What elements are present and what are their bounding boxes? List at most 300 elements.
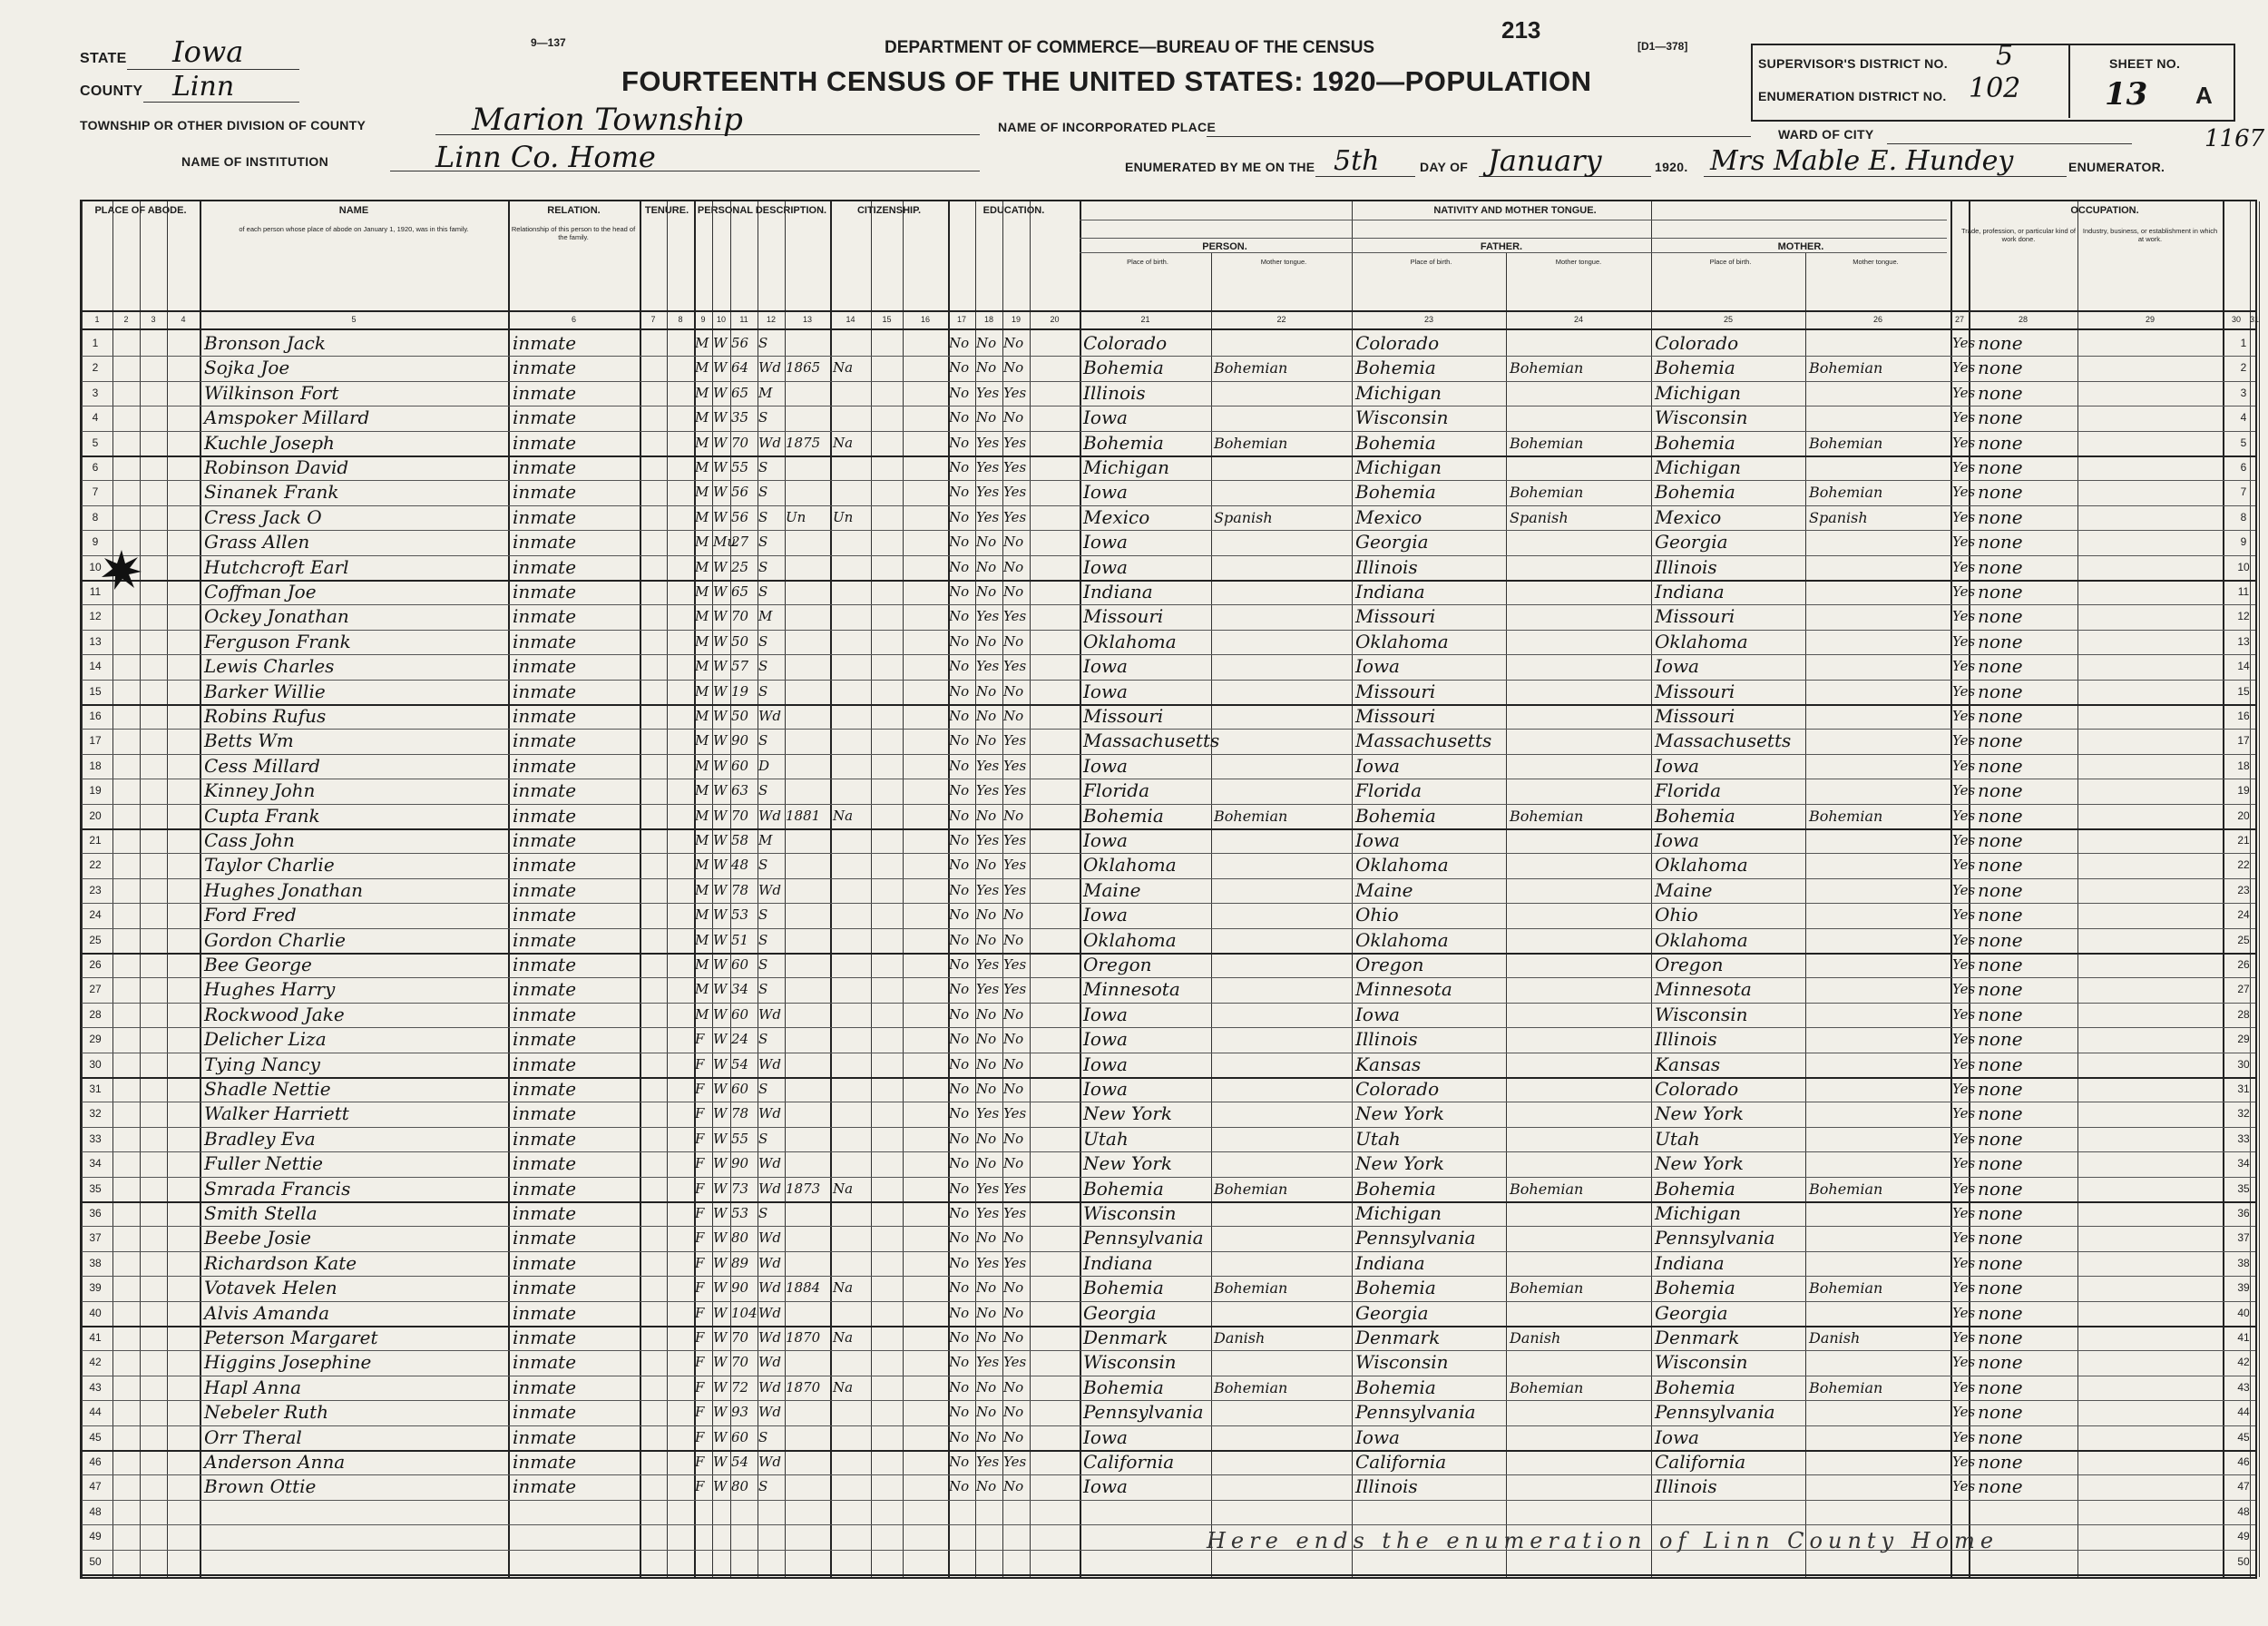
cell-occ: none [1978, 1053, 2023, 1075]
cell-ms: S [758, 459, 768, 475]
cell-mbirth: Minnesota [1655, 978, 1752, 1001]
cell-rel: inmate [513, 1227, 577, 1249]
cell-name: Robins Rufus [204, 705, 327, 727]
cell-birth: Florida [1083, 779, 1149, 802]
cell-fbirth: Iowa [1355, 754, 1400, 777]
cell-occ: none [1978, 456, 2023, 478]
ed-label: ENUMERATION DISTRICT NO. [1758, 89, 1947, 103]
cell-eng: Yes [1952, 558, 1976, 575]
cell-sex: M [695, 857, 709, 874]
column-number: 2 [123, 315, 129, 324]
cell-read: Yes [976, 1454, 1000, 1470]
cell-fbirth: Missouri [1355, 605, 1436, 628]
cell-race: W [713, 1155, 728, 1172]
cell-sch: No [949, 1105, 970, 1122]
column-number: 11 [739, 315, 748, 324]
cell-sex: M [695, 807, 709, 824]
cell-birth: Illinois [1083, 381, 1146, 404]
cell-rel: inmate [513, 754, 577, 777]
column-number: 8 [678, 315, 683, 324]
cell-fbirth: Wisconsin [1355, 1351, 1449, 1374]
state-label: STATE [80, 51, 127, 66]
cell-birth: Maine [1083, 878, 1141, 901]
cell-name: Bronson Jack [204, 332, 326, 354]
cell-read: No [976, 931, 997, 948]
column-number: 31 [2250, 315, 2260, 324]
row-number-left: 26 [89, 958, 102, 971]
cell-write: No [1003, 1428, 1024, 1445]
cell-ms: S [758, 632, 768, 650]
cell-fbirth: Kansas [1355, 1053, 1422, 1075]
cell-read: Yes [976, 508, 1000, 525]
cell-sex: M [695, 981, 709, 998]
group-education: EDUCATION. [982, 205, 1045, 216]
cell-ms: Wd [758, 1105, 782, 1122]
row-number-right: 43 [2237, 1380, 2250, 1394]
cell-race: W [713, 1005, 728, 1023]
row-number-left: 19 [89, 784, 102, 798]
cell-sch: No [949, 484, 970, 501]
cell-rel: inmate [513, 456, 577, 478]
cell-ms: Wd [758, 1229, 782, 1247]
cell-eng: Yes [1952, 1155, 1976, 1172]
cell-ms: S [758, 558, 768, 575]
cell-name: Orr Theral [204, 1425, 302, 1448]
cell-age: 55 [731, 1130, 749, 1147]
cell-age: 51 [731, 931, 749, 948]
cell-birth: Bohemia [1083, 357, 1164, 379]
cell-nat: Na [833, 1180, 854, 1197]
cell-age: 78 [731, 881, 749, 898]
cell-ms: M [758, 832, 773, 848]
cell-read: Yes [976, 956, 1000, 973]
cell-ms: M [758, 608, 773, 625]
cell-rel: inmate [513, 1277, 577, 1299]
row-number-right: 44 [2237, 1406, 2250, 1419]
cell-age: 65 [731, 583, 749, 600]
cell-name: Tying Nancy [204, 1053, 320, 1075]
cell-fbirth: New York [1355, 1152, 1444, 1175]
cell-mtongue: Bohemian [1809, 1180, 1883, 1198]
cell-age: 54 [731, 1454, 749, 1470]
cell-birth: Oklahoma [1083, 854, 1177, 877]
cell-rel: inmate [513, 531, 577, 553]
cell-ms: S [758, 1205, 768, 1221]
cell-sex: M [695, 732, 709, 749]
cell-mtongue: Danish [1809, 1329, 1861, 1347]
cell-write: No [1003, 1229, 1024, 1247]
cell-sch: No [949, 1428, 970, 1445]
cell-occ: none [1978, 954, 2023, 975]
cell-read: No [976, 807, 997, 824]
cell-fbirth: California [1355, 1451, 1447, 1473]
name-column-description: of each person whose place of abode on January 1, 1920, was in this family. [239, 225, 469, 233]
column-number: 29 [2145, 315, 2155, 324]
cell-nat: Na [833, 1378, 854, 1396]
cell-occ: none [1978, 1327, 2023, 1348]
cell-occ: none [1978, 630, 2023, 652]
cell-birth: Indiana [1083, 1251, 1153, 1274]
group-occupation: OCCUPATION. [2070, 205, 2139, 216]
cell-birth: Mexico [1083, 505, 1150, 528]
cell-rel: inmate [513, 1251, 577, 1274]
cell-occ: none [1978, 829, 2023, 851]
cell-birth: Iowa [1083, 1053, 1128, 1075]
cell-mbirth: Georgia [1655, 531, 1728, 553]
cell-birth: Iowa [1083, 1425, 1128, 1448]
cell-write: Yes [1003, 484, 1027, 501]
cell-mbirth: Bohemia [1655, 481, 1735, 504]
cell-sch: No [949, 757, 970, 774]
row-number-left: 50 [89, 1554, 102, 1568]
cell-race: W [713, 956, 728, 973]
mother-birth-header: Place of birth. [1709, 258, 1752, 266]
cell-tongue: Bohemian [1214, 807, 1288, 825]
cell-race: W [713, 832, 728, 848]
cell-sex: M [695, 632, 709, 650]
column-number: 28 [2018, 315, 2028, 324]
cell-eng: Yes [1952, 782, 1976, 799]
row-number-left: 25 [89, 933, 102, 946]
cell-sex: F [695, 1454, 705, 1470]
cell-write: Yes [1003, 459, 1027, 475]
cell-mbirth: Pennsylvania [1655, 1401, 1775, 1424]
cell-write: No [1003, 583, 1024, 600]
cell-tongue: Spanish [1214, 508, 1273, 526]
cell-age: 80 [731, 1478, 749, 1495]
cell-birth: Iowa [1083, 1078, 1128, 1100]
institution-value: Linn Co. Home [435, 140, 656, 174]
cell-race: W [713, 757, 728, 774]
cell-birth: Bohemia [1083, 1177, 1164, 1200]
cell-sex: F [695, 1254, 705, 1271]
cell-mtongue: Bohemian [1809, 1279, 1883, 1298]
row-number-right: 13 [2237, 634, 2250, 648]
cell-sch: No [949, 1304, 970, 1321]
cell-rel: inmate [513, 1102, 577, 1125]
cell-name: Smith Stella [204, 1202, 318, 1224]
cell-write: Yes [1003, 1354, 1027, 1371]
group-mother: MOTHER. [1777, 241, 1824, 252]
township-label: TOWNSHIP OR OTHER DIVISION OF COUNTY [80, 118, 367, 132]
cell-age: 54 [731, 1055, 749, 1073]
cell-sex: M [695, 335, 709, 351]
cell-rel: inmate [513, 1401, 577, 1424]
cell-race: W [713, 1180, 728, 1197]
cell-age: 58 [731, 832, 749, 848]
cell-fbirth: Iowa [1355, 829, 1400, 851]
cell-age: 72 [731, 1378, 749, 1396]
cell-sex: F [695, 1055, 705, 1073]
ward-label: WARD OF CITY [1778, 127, 1874, 142]
cell-occ: none [1978, 1102, 2023, 1125]
group-name: NAME [338, 205, 369, 216]
cell-race: W [713, 1229, 728, 1247]
row-number-left: 21 [89, 834, 102, 847]
cell-eng: Yes [1952, 1229, 1976, 1247]
cell-birth: Iowa [1083, 1003, 1128, 1025]
cell-rel: inmate [513, 954, 577, 975]
cell-fbirth: Illinois [1355, 1475, 1418, 1498]
row-number-left: 29 [89, 1033, 102, 1046]
cell-ms: S [758, 1081, 768, 1097]
cell-mbirth: Missouri [1655, 680, 1735, 702]
cell-nat: Na [833, 1279, 854, 1297]
cell-sch: No [949, 1180, 970, 1197]
cell-sch: No [949, 807, 970, 824]
cell-name: Hughes Jonathan [204, 878, 364, 901]
cell-write: No [1003, 632, 1024, 650]
cell-sch: No [949, 1378, 970, 1396]
cell-mbirth: Iowa [1655, 655, 1699, 678]
cell-occ: none [1978, 705, 2023, 727]
cell-read: Yes [976, 484, 1000, 501]
father-birth-header: Place of birth. [1410, 258, 1452, 266]
cell-write: No [1003, 409, 1024, 426]
cell-ftongue: Bohemian [1510, 807, 1584, 825]
cell-ms: S [758, 508, 768, 525]
column-number: 3 [151, 315, 156, 324]
cell-age: 70 [731, 608, 749, 625]
year-label: 1920. [1655, 160, 1688, 174]
column-number: 1 [94, 315, 100, 324]
cell-ms: S [758, 782, 768, 799]
cell-fbirth: Pennsylvania [1355, 1227, 1476, 1249]
cell-rel: inmate [513, 555, 577, 578]
cell-rel: inmate [513, 406, 577, 429]
cell-mbirth: Michigan [1655, 381, 1741, 404]
cell-birth: Iowa [1083, 406, 1128, 429]
cell-age: 60 [731, 1005, 749, 1023]
cell-age: 19 [731, 682, 749, 700]
row-number-left: 12 [89, 610, 102, 623]
cell-occ: none [1978, 655, 2023, 678]
cell-sex: F [695, 1155, 705, 1172]
cell-sex: F [695, 1180, 705, 1197]
cell-read: No [976, 1304, 997, 1321]
cell-mbirth: Illinois [1655, 1028, 1717, 1051]
cell-ms: S [758, 931, 768, 948]
cell-race: W [713, 732, 728, 749]
cell-age: 78 [731, 1105, 749, 1122]
cell-ftongue: Bohemian [1510, 359, 1584, 377]
cell-birth: Oregon [1083, 954, 1152, 975]
column-number: 12 [766, 315, 776, 324]
cell-eng: Yes [1952, 682, 1976, 700]
page-stamp: 213 [1501, 16, 1541, 44]
cell-ms: S [758, 1130, 768, 1147]
cell-sex: F [695, 1279, 705, 1297]
cell-eng: Yes [1952, 459, 1976, 475]
cell-mbirth: Oklahoma [1655, 630, 1748, 652]
relation-column-description: Relationship of this person to the head of the family. [511, 225, 636, 241]
cell-sch: No [949, 782, 970, 799]
cell-mbirth: Ohio [1655, 904, 1698, 926]
cell-eng: Yes [1952, 732, 1976, 749]
cell-name: Smrada Francis [204, 1177, 351, 1200]
row-number-right: 10 [2237, 560, 2250, 573]
column-number: 23 [1423, 315, 1433, 324]
cell-birth: Pennsylvania [1083, 1401, 1204, 1424]
cell-eng: Yes [1952, 1031, 1976, 1048]
cell-fbirth: Florida [1355, 779, 1422, 802]
cell-race: W [713, 558, 728, 575]
cell-age: 34 [731, 981, 749, 998]
cell-fbirth: Indiana [1355, 1251, 1425, 1274]
cell-sex: M [695, 583, 709, 600]
cell-age: 64 [731, 359, 749, 377]
cell-rel: inmate [513, 1078, 577, 1100]
cell-sex: M [695, 558, 709, 575]
cell-rel: inmate [513, 481, 577, 504]
row-number-left: 15 [89, 684, 102, 698]
row-number-left: 45 [89, 1430, 102, 1444]
cell-race: Mu [713, 534, 737, 551]
cell-read: No [976, 1378, 997, 1396]
cell-mbirth: Iowa [1655, 754, 1699, 777]
cell-sch: No [949, 1279, 970, 1297]
cell-age: 57 [731, 658, 749, 675]
cell-write: No [1003, 1404, 1024, 1421]
row-number-right: 26 [2237, 958, 2250, 971]
cell-fbirth: Michigan [1355, 456, 1442, 478]
cell-race: W [713, 1329, 728, 1346]
row-number-right: 49 [2237, 1530, 2250, 1543]
cell-name: Brown Ottie [204, 1475, 317, 1498]
cell-age: 27 [731, 534, 749, 551]
cell-sch: No [949, 1478, 970, 1495]
row-number-left: 31 [89, 1082, 102, 1095]
cell-eng: Yes [1952, 1354, 1976, 1371]
cell-occ: none [1978, 754, 2023, 777]
cell-sch: No [949, 857, 970, 874]
cell-write: No [1003, 682, 1024, 700]
cell-occ: none [1978, 904, 2023, 926]
row-number-left: 32 [89, 1107, 102, 1121]
row-number-right: 36 [2237, 1207, 2250, 1220]
row-number-left: 20 [89, 808, 102, 822]
cell-birth: Indiana [1083, 581, 1153, 602]
cell-birth: Bohemia [1083, 1376, 1164, 1398]
cell-sex: F [695, 1329, 705, 1346]
cell-sch: No [949, 1454, 970, 1470]
row-number-left: 11 [89, 585, 102, 598]
cell-write: No [1003, 807, 1024, 824]
person-tongue-header: Mother tongue. [1260, 258, 1307, 266]
column-number: 4 [181, 315, 186, 324]
cell-occ: none [1978, 1078, 2023, 1100]
cell-fbirth: Illinois [1355, 1028, 1418, 1051]
row-number-right: 33 [2237, 1131, 2250, 1145]
cell-age: 55 [731, 459, 749, 475]
cell-ftongue: Bohemian [1510, 434, 1584, 452]
cell-ms: Wd [758, 359, 782, 377]
cell-fbirth: Oklahoma [1355, 928, 1449, 951]
cell-race: W [713, 1279, 728, 1297]
cell-eng: Yes [1952, 583, 1976, 600]
cell-race: W [713, 682, 728, 700]
cell-name: Cess Millard [204, 754, 320, 777]
cell-sex: F [695, 1478, 705, 1495]
form-code: [D1—378] [1637, 40, 1688, 53]
cell-nat: Na [833, 359, 854, 377]
cell-read: No [976, 558, 997, 575]
cell-write: Yes [1003, 732, 1027, 749]
cell-write: Yes [1003, 881, 1027, 898]
cell-occ: none [1978, 978, 2023, 1001]
row-number-right: 21 [2237, 834, 2250, 847]
industry-header: Industry, business, or establishment in which at work. [2082, 227, 2218, 243]
cell-eng: Yes [1952, 632, 1976, 650]
row-number-right: 41 [2237, 1331, 2250, 1344]
cell-sex: F [695, 1304, 705, 1321]
cell-sch: No [949, 1354, 970, 1371]
cell-race: W [713, 484, 728, 501]
cell-read: Yes [976, 782, 1000, 799]
cell-birth: Missouri [1083, 605, 1164, 628]
institution-label: NAME OF INSTITUTION [181, 154, 329, 169]
cell-mbirth: Iowa [1655, 829, 1699, 851]
cell-mbirth: Oregon [1655, 954, 1724, 975]
cell-occ: none [1978, 1177, 2023, 1200]
column-number: 24 [1573, 315, 1583, 324]
cell-rel: inmate [513, 1327, 577, 1348]
cell-ms: S [758, 658, 768, 675]
cell-occ: none [1978, 332, 2023, 354]
cell-eng: Yes [1952, 1404, 1976, 1421]
cell-write: Yes [1003, 1205, 1027, 1221]
cell-mbirth: Colorado [1655, 332, 1739, 354]
cell-occ: none [1978, 730, 2023, 752]
cell-ms: D [758, 757, 770, 774]
cell-fbirth: Iowa [1355, 1425, 1400, 1448]
cell-rel: inmate [513, 1475, 577, 1498]
cell-name: Fuller Nettie [204, 1152, 323, 1175]
cell-sex: F [695, 1031, 705, 1048]
cell-write: Yes [1003, 782, 1027, 799]
cell-read: Yes [976, 434, 1000, 451]
cell-sex: M [695, 534, 709, 551]
cell-read: Yes [976, 1254, 1000, 1271]
cell-fbirth: Denmark [1355, 1327, 1441, 1348]
cell-fbirth: Bohemia [1355, 1376, 1436, 1398]
row-number-right: 17 [2237, 734, 2250, 748]
cell-birth: Iowa [1083, 904, 1128, 926]
row-number-left: 10 [89, 560, 102, 573]
row-number-left: 27 [89, 983, 102, 996]
cell-fbirth: Massachusetts [1355, 730, 1492, 752]
column-number: 30 [2231, 315, 2241, 324]
cell-birth: New York [1083, 1152, 1172, 1175]
cell-name: Robinson David [204, 456, 349, 478]
cell-eng: Yes [1952, 335, 1976, 351]
row-number-right: 46 [2237, 1455, 2250, 1468]
cell-ms: Wd [758, 1155, 782, 1172]
cell-age: 60 [731, 1428, 749, 1445]
cell-occ: none [1978, 406, 2023, 429]
cell-imm: 1884 [786, 1279, 821, 1297]
cell-name: Alvis Amanda [204, 1301, 330, 1324]
column-number: 5 [351, 315, 357, 324]
cell-occ: none [1978, 1401, 2023, 1424]
cell-ms: Wd [758, 1279, 782, 1297]
cell-tongue: Danish [1214, 1329, 1266, 1347]
group-abode: PLACE OF ABODE. [94, 205, 187, 216]
cell-birth: Utah [1083, 1127, 1129, 1150]
cell-ms: S [758, 1478, 768, 1495]
cell-fbirth: Colorado [1355, 1078, 1440, 1100]
cell-eng: Yes [1952, 1279, 1976, 1297]
